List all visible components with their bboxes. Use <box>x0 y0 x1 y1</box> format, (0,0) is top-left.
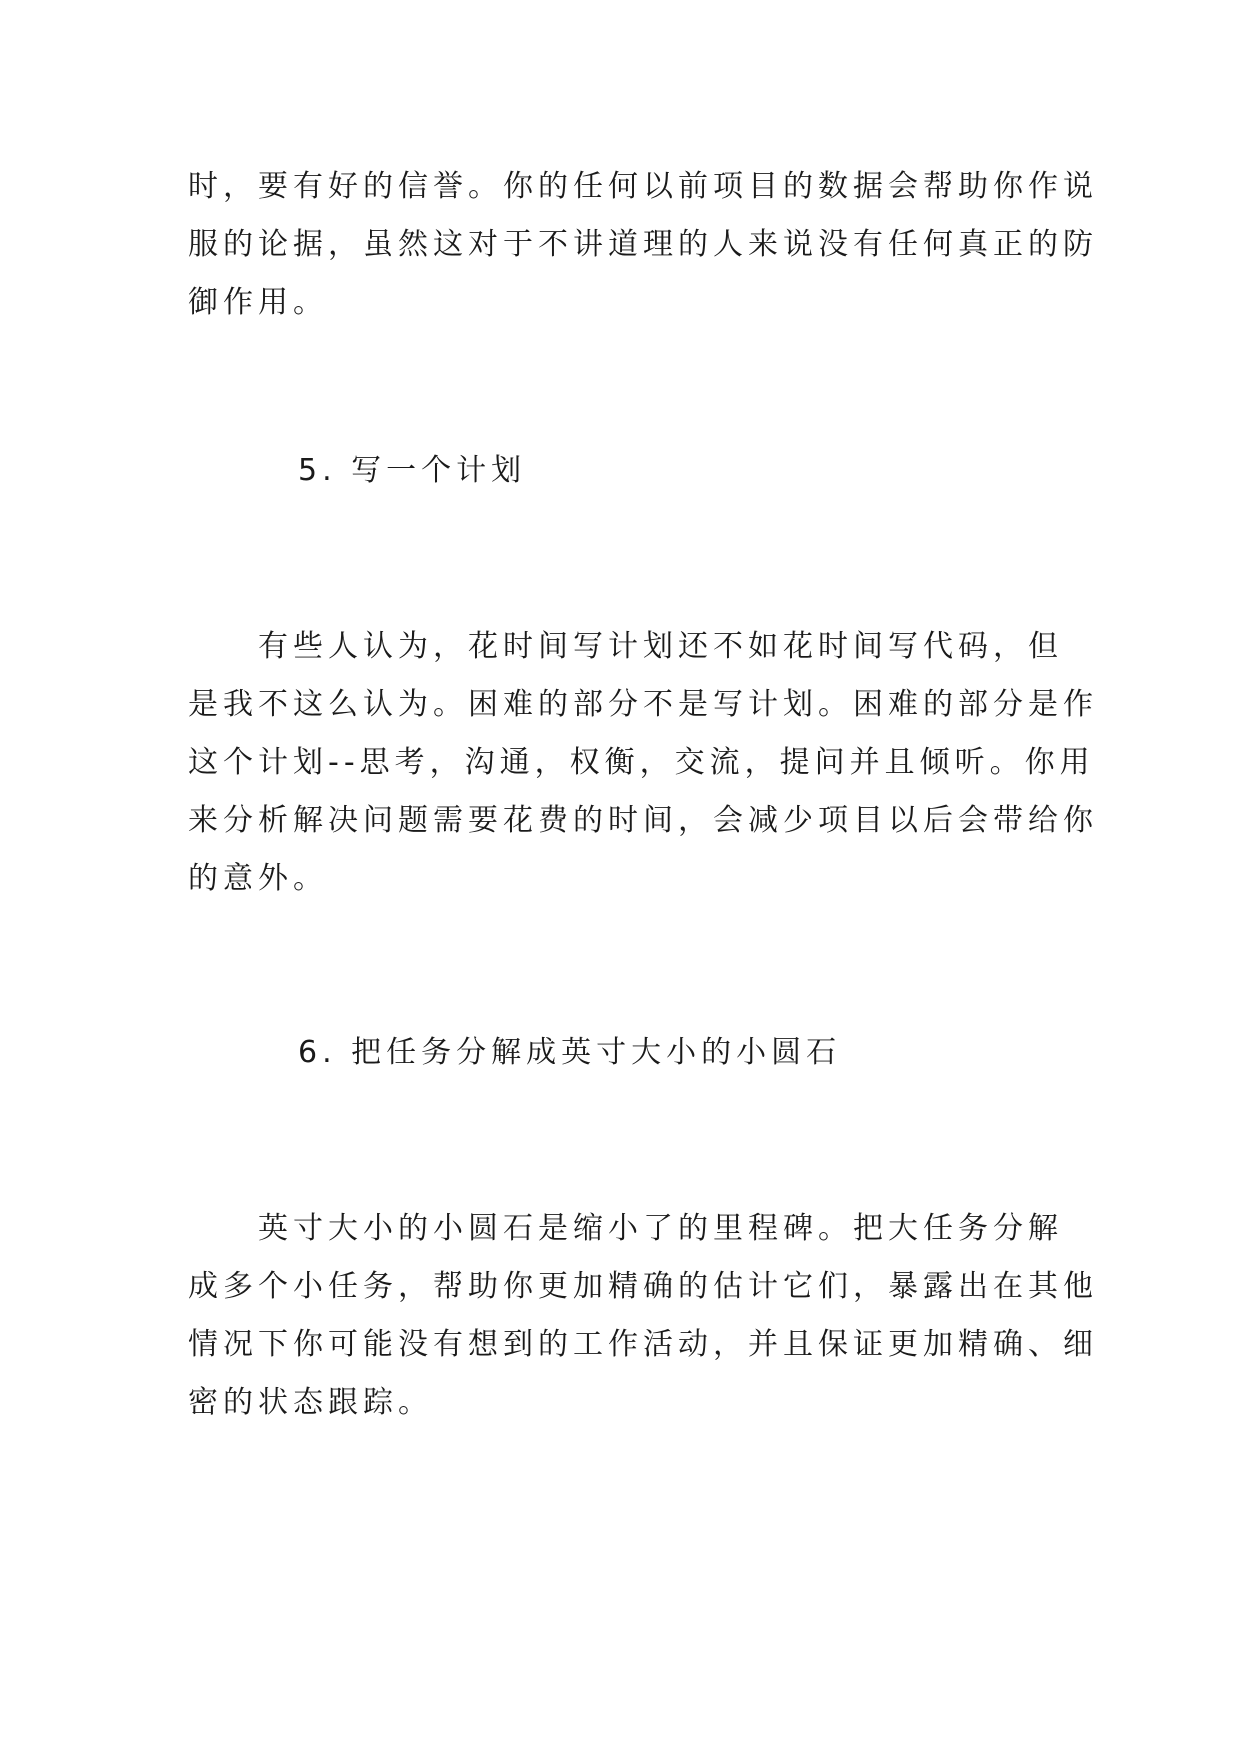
section-heading-6: 6. 把任务分解成英寸大小的小圆石 <box>298 1035 842 1070</box>
paragraph-write-plan <box>188 618 1098 908</box>
text-line: 来分析解决问题需要花费的时间，会减少项目以后会带给你 <box>188 803 1098 838</box>
text-line: 成多个小任务，帮助你更加精确的估计它们，暴露出在其他 <box>188 1269 1098 1304</box>
text-line: 密的状态跟踪。 <box>188 1385 433 1420</box>
text-line: 的意外。 <box>188 861 328 896</box>
text-line: 是我不这么认为。困难的部分不是写计划。困难的部分是作 <box>188 687 1098 722</box>
section-heading-5: 5. 写一个计划 <box>298 453 527 488</box>
text-line: 这个计划--思考，沟通，权衡，交流，提问并且倾听。你用 <box>188 745 1095 780</box>
text-line: 时，要有好的信誉。你的任何以前项目的数据会帮助你作说 <box>188 169 1098 204</box>
paragraph-reputation <box>188 158 1098 332</box>
text-line: 情况下你可能没有想到的工作活动，并且保证更加精确、细 <box>188 1327 1098 1362</box>
paragraph-inch-pebbles <box>188 1200 1098 1432</box>
text-line: 御作用。 <box>188 285 328 320</box>
text-line: 英寸大小的小圆石是缩小了的里程碑。把大任务分解 <box>188 1211 1063 1246</box>
text-line: 有些人认为，花时间写计划还不如花时间写代码，但 <box>188 629 1063 664</box>
text-line: 服的论据，虽然这对于不讲道理的人来说没有任何真正的防 <box>188 227 1098 262</box>
